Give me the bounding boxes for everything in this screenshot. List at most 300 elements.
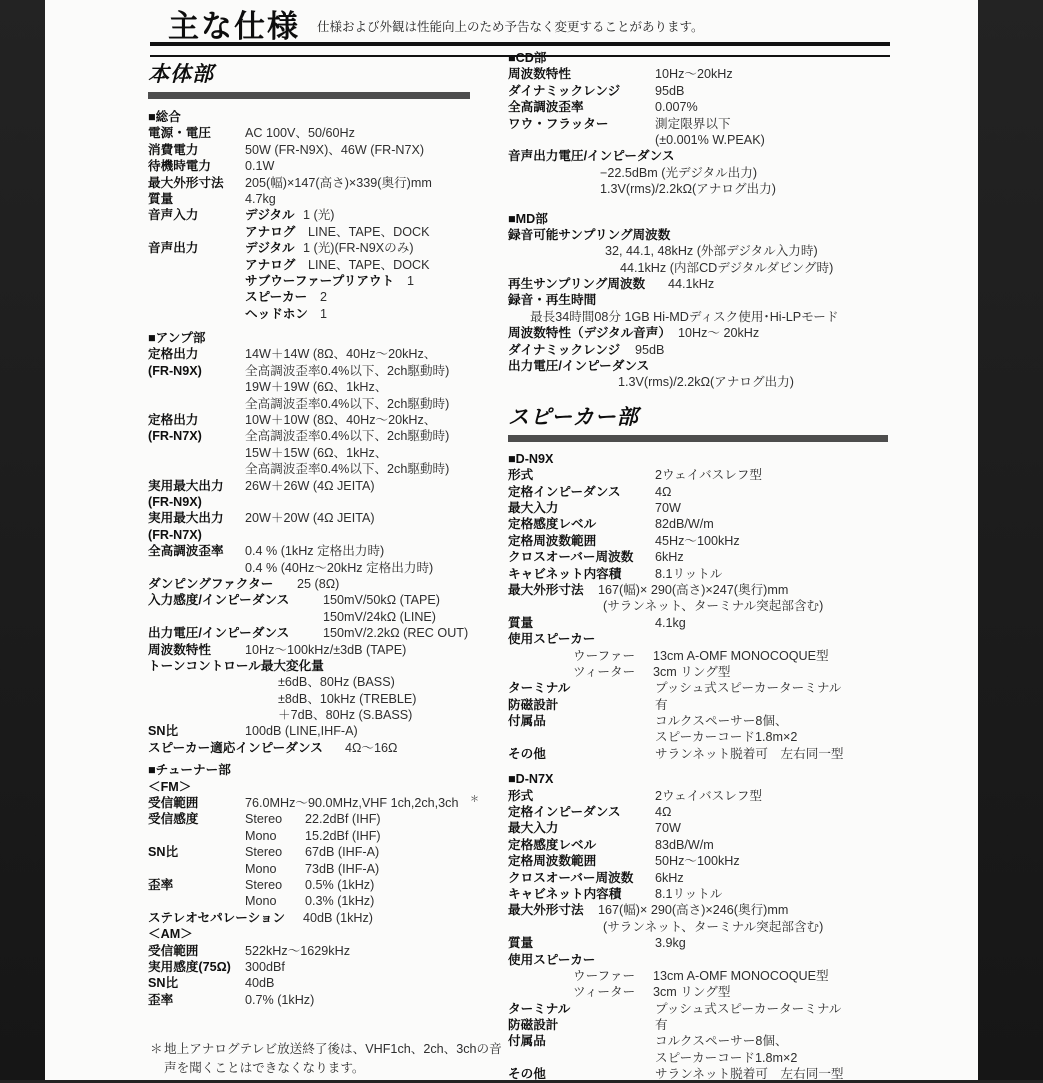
- spec-row: [508, 83, 903, 99]
- spec-row: [508, 902, 903, 918]
- spec-row: [148, 142, 498, 158]
- spec-row: [148, 959, 498, 975]
- spec-row: [508, 919, 903, 935]
- spec-value: 有: [655, 1018, 668, 1033]
- spec-label: 全高調波歪率: [508, 100, 584, 115]
- spec-row: [148, 779, 498, 795]
- spec-value: 82dB/W/m: [655, 517, 714, 532]
- spec-value: 44.1kHz (内部CDデジタルダビング時): [620, 260, 834, 275]
- spec-row: [148, 975, 498, 991]
- spec-value: −22.5dBm (光デジタル出力): [600, 165, 758, 180]
- spec-value: 4.1kg: [655, 615, 686, 630]
- spec-row: [148, 625, 498, 641]
- spec-label: 実用感度(75Ω): [148, 959, 231, 974]
- spec-row: [508, 566, 903, 582]
- spec-row: [508, 358, 903, 374]
- spec-label: 定格周波数範囲: [508, 854, 597, 869]
- spec-row: [508, 342, 903, 358]
- spec-value: ウーファー: [573, 648, 636, 663]
- spec-row: [508, 50, 903, 66]
- spec-row: [148, 691, 498, 707]
- spec-row: [148, 273, 498, 289]
- spec-label: クロスオーバー周波数: [508, 870, 634, 885]
- spec-value: コルクスペーサー8個、: [655, 1034, 788, 1049]
- spec-value: 8.1リットル: [655, 886, 723, 901]
- spec-row: [148, 306, 498, 322]
- spec-row: [508, 1001, 903, 1017]
- spec-label: 最大外形寸法: [148, 175, 224, 190]
- spec-value: ±8dB、10kHz (TREBLE): [278, 691, 417, 706]
- spec-section: [148, 762, 498, 1008]
- spec-value: プッシュ式スピーカーターミナル: [655, 681, 842, 696]
- spec-row: [148, 861, 498, 877]
- spec-value: 2ウェイバスレフ型: [655, 788, 762, 803]
- footnote-marker: ＊: [470, 794, 480, 805]
- spec-value: 150mV/24kΩ (LINE): [323, 609, 437, 624]
- spec-label: SN比: [148, 724, 179, 739]
- spec-row: [508, 549, 903, 565]
- spec-label: ワウ・フラッター: [508, 116, 609, 131]
- spec-value: LINE、TAPE、DOCK: [308, 257, 430, 272]
- spec-row: [148, 494, 498, 510]
- section-heading-label: スピーカー部: [508, 405, 639, 429]
- spec-value: 10Hz～100kHz/±3dB (TAPE): [245, 642, 407, 657]
- spec-value: 10W＋10W (8Ω、40Hz～20kHz、: [245, 413, 437, 428]
- spec-label: ダイナミックレンジ: [508, 83, 621, 98]
- spec-value: 300dBf: [245, 959, 285, 974]
- spec-label: 最大入力: [508, 500, 559, 515]
- spec-label: ＜FM＞: [148, 779, 192, 794]
- spec-label: 定格出力: [148, 347, 199, 362]
- spec-value: Stereo: [245, 845, 283, 860]
- spec-row: [508, 1066, 903, 1082]
- spec-row: [508, 582, 903, 598]
- spec-row: [148, 412, 498, 428]
- spec-value: 1: [320, 306, 328, 321]
- spec-value: 0.5% (1kHz): [305, 877, 375, 892]
- spec-value: 1 (光): [303, 208, 335, 223]
- spec-row: [508, 771, 903, 787]
- spec-value: 13cm A-OMF MONOCOQUE型: [653, 968, 829, 983]
- spec-value: LINE、TAPE、DOCK: [308, 224, 430, 239]
- spec-row: [148, 396, 498, 412]
- spec-value: 3.9kg: [655, 936, 686, 951]
- spec-label: ターミナル: [508, 681, 571, 696]
- spec-label: ＜AM＞: [148, 927, 193, 942]
- spec-row: [148, 363, 498, 379]
- spec-value: スピーカーコード1.8m×2: [655, 730, 798, 745]
- spec-page: [45, 0, 978, 1080]
- spec-value: 全高調波歪率0.4%以下、2ch駆動時): [245, 429, 450, 444]
- spec-section: [508, 50, 903, 198]
- spec-value: Mono: [245, 861, 277, 876]
- spec-value: 40dB: [245, 976, 275, 991]
- spec-value: 67dB (IHF-A): [305, 845, 380, 860]
- spec-label: 定格インピーダンス: [508, 805, 621, 820]
- spec-value: 4.7kg: [245, 191, 276, 206]
- spec-value: 522kHz～1629kHz: [245, 943, 350, 958]
- page-title: 主な仕様: [168, 9, 300, 44]
- spec-label: 付属品: [508, 1034, 546, 1049]
- spec-value: 45Hz～100kHz: [655, 533, 740, 548]
- spec-row: [148, 723, 498, 739]
- spec-label: 定格出力: [148, 413, 199, 428]
- spec-label: 受信範囲: [148, 943, 199, 958]
- spec-label: ■MD部: [508, 211, 548, 226]
- spec-label: 形式: [508, 788, 534, 803]
- spec-row: [148, 844, 498, 860]
- spec-row: [508, 451, 903, 467]
- spec-row: [508, 935, 903, 951]
- spec-row: [508, 374, 903, 390]
- spec-section: [148, 330, 498, 756]
- spec-row: [508, 516, 903, 532]
- spec-label: 出力電圧/インピーダンス: [508, 359, 650, 374]
- spec-value: 1 (光)(FR-N9Xのみ): [303, 241, 414, 256]
- spec-row: [148, 1040, 502, 1059]
- spec-row: [148, 240, 498, 256]
- spec-label: 使用スピーカー: [508, 632, 596, 647]
- spec-value: 0.3% (1kHz): [305, 894, 375, 909]
- spec-value: 19W＋19W (6Ω、1kHz、: [245, 380, 388, 395]
- spec-label: (FR-N9X): [148, 363, 202, 378]
- spec-section: [148, 1040, 502, 1078]
- spec-label: ■D-N7X: [508, 772, 554, 787]
- spec-row: [508, 631, 903, 647]
- spec-label: 電源・電圧: [148, 126, 211, 141]
- spec-value: 22.2dBf (IHF): [305, 812, 381, 827]
- spec-value: サランネット脱着可 左右同一型: [655, 1067, 844, 1082]
- spec-label: トーンコントロール最大変化量: [148, 658, 324, 673]
- spec-row: [148, 795, 498, 811]
- spec-label: 最大外形寸法: [508, 903, 584, 918]
- page-subtitle: 仕様および外観は性能向上のため予告なく変更することがあります。: [317, 20, 704, 34]
- spec-row: [148, 592, 498, 608]
- spec-value: 地上アナログテレビ放送終了後は、VHF1ch、2ch、3chの音: [164, 1042, 502, 1057]
- spec-value: ＋7dB、80Hz (S.BASS): [278, 708, 413, 723]
- spec-row: [148, 740, 498, 756]
- spec-row: [508, 820, 903, 836]
- spec-label: 付属品: [508, 714, 546, 729]
- spec-row: [508, 66, 903, 82]
- spec-value: 4Ω: [655, 805, 672, 820]
- spec-value: AC 100V、50/60Hz: [245, 126, 355, 141]
- spec-row: [508, 116, 903, 132]
- spec-label: キャビネット内容積: [508, 566, 622, 581]
- spec-label: ターミナル: [508, 1001, 571, 1016]
- spec-row: [508, 984, 903, 1000]
- spec-value: 100dB (LINE,IHF-A): [245, 724, 358, 739]
- spec-value: 25 (8Ω): [297, 576, 340, 591]
- spec-row: [508, 697, 903, 713]
- spec-label: 出力電圧/インピーダンス: [148, 626, 290, 641]
- spec-label: SN比: [148, 845, 179, 860]
- spec-label: その他: [508, 1067, 546, 1082]
- spec-label: 歪率: [148, 877, 174, 892]
- spec-value: プッシュ式スピーカーターミナル: [655, 1001, 842, 1016]
- spec-label: 歪率: [148, 992, 174, 1007]
- spec-row: [148, 658, 498, 674]
- spec-row: [508, 292, 903, 308]
- spec-value: ウーファー: [573, 968, 636, 983]
- spec-value: 6kHz: [655, 870, 684, 885]
- spec-label: 音声出力: [148, 241, 199, 256]
- spec-section: [508, 211, 903, 391]
- spec-label: 使用スピーカー: [508, 952, 596, 967]
- spec-value: 70W: [655, 500, 681, 515]
- spec-row: [148, 257, 498, 273]
- spec-label: 最大外形寸法: [508, 582, 584, 597]
- spec-label: ■総合: [148, 110, 181, 124]
- spec-row: [148, 910, 498, 926]
- spec-row: [148, 893, 498, 909]
- spec-label: 最大入力: [508, 821, 559, 836]
- spec-row: [508, 870, 903, 886]
- spec-row: [148, 543, 498, 559]
- spec-label: ダンピングファクター: [148, 576, 274, 591]
- spec-label: 周波数特性: [508, 67, 571, 82]
- spec-label: 実用最大出力: [148, 478, 224, 493]
- spec-label: デジタル: [245, 208, 295, 223]
- spec-value: 40dB (1kHz): [303, 910, 373, 925]
- spec-row: [508, 243, 903, 259]
- spec-label: デジタル: [245, 241, 295, 256]
- spec-value: 2: [320, 290, 328, 305]
- spec-row: [148, 560, 498, 576]
- spec-value: 1.3V(rms)/2.2kΩ(アナログ出力): [600, 182, 776, 197]
- spec-value: 3cm リング型: [653, 985, 731, 1000]
- section-heading-label: 本体部: [148, 63, 214, 86]
- spec-value: 76.0MHz～90.0MHz,VHF 1ch,2ch,3ch: [245, 796, 459, 811]
- spec-row: [148, 707, 498, 723]
- spec-row: [148, 762, 498, 778]
- spec-row: [148, 158, 498, 174]
- spec-row: [508, 181, 903, 197]
- spec-value: 全高調波歪率0.4%以下、2ch駆動時): [245, 396, 450, 411]
- spec-label: 録音・再生時間: [508, 293, 597, 308]
- spec-value: 10Hz～ 20kHz: [678, 326, 760, 341]
- spec-label: 音声入力: [148, 208, 199, 223]
- spec-row: [148, 125, 498, 141]
- right-column: [508, 0, 903, 1083]
- spec-value: 4Ω: [655, 484, 672, 499]
- spec-row: [508, 484, 903, 500]
- section-heading: [148, 58, 498, 99]
- spec-row: [148, 191, 498, 207]
- spec-label: ■CD部: [508, 51, 547, 65]
- spec-value: Stereo: [245, 812, 283, 827]
- spec-row: [148, 289, 498, 305]
- spec-value: 声を聞くことはできなくなります。: [164, 1061, 365, 1076]
- spec-row: [508, 729, 903, 745]
- spec-value: 6kHz: [655, 550, 684, 565]
- spec-value: 0.4 % (1kHz 定格出力時): [245, 544, 385, 559]
- spec-row: [508, 132, 903, 148]
- spec-value: ±6dB、80Hz (BASS): [278, 675, 395, 690]
- spec-row: [148, 445, 498, 461]
- spec-label: 全高調波歪率: [148, 544, 224, 559]
- spec-row: [508, 648, 903, 664]
- spec-value: コルクスペーサー8個、: [655, 714, 788, 729]
- spec-value: 10Hz～20kHz: [655, 67, 733, 82]
- spec-label: ■チューナー部: [148, 763, 231, 778]
- spec-label: アナログ: [245, 224, 296, 239]
- spec-value: ツィーター: [573, 664, 636, 679]
- spec-row: [508, 713, 903, 729]
- spec-row: [508, 968, 903, 984]
- spec-row: [508, 680, 903, 696]
- spec-value: 0.7% (1kHz): [245, 992, 315, 1007]
- spec-value: 1.3V(rms)/2.2kΩ(アナログ出力): [618, 375, 794, 390]
- spec-value: 1: [407, 273, 415, 288]
- spec-label: 防磁設計: [508, 1018, 559, 1033]
- spec-section: [508, 771, 903, 1082]
- spec-row: [148, 877, 498, 893]
- spec-row: [148, 811, 498, 827]
- spec-row: [508, 853, 903, 869]
- spec-value: 150mV/50kΩ (TAPE): [323, 593, 440, 608]
- spec-row: [148, 527, 498, 543]
- spec-label: 質量: [508, 936, 534, 951]
- spec-value: 0.1W: [245, 159, 275, 174]
- spec-row: [508, 148, 903, 164]
- spec-row: [148, 379, 498, 395]
- spec-row: [148, 207, 498, 223]
- spec-label: 再生サンプリング周波数: [508, 277, 646, 292]
- spec-row: [148, 674, 498, 690]
- spec-label: 形式: [508, 468, 534, 483]
- spec-value: 4Ω～16Ω: [345, 740, 398, 755]
- spec-label: SN比: [148, 976, 179, 991]
- spec-value: 44.1kHz: [668, 277, 715, 292]
- spec-value: 205(幅)×147(高さ)×339(奥行)mm: [245, 175, 432, 190]
- spec-row: [148, 609, 498, 625]
- spec-row: [508, 746, 903, 762]
- spec-row: [148, 461, 498, 477]
- spec-row: [148, 346, 498, 362]
- spec-value: 有: [655, 697, 668, 712]
- spec-label: 質量: [508, 615, 534, 630]
- spec-value: 全高調波歪率0.4%以下、2ch駆動時): [245, 363, 450, 378]
- spec-row: [508, 325, 903, 341]
- spec-value: 167(幅)× 290(高さ)×247(奥行)mm: [598, 582, 789, 597]
- spec-value: 15W＋15W (6Ω、1kHz、: [245, 445, 388, 460]
- spec-label: 周波数特性（デジタル音声）: [508, 326, 671, 341]
- spec-label: その他: [508, 746, 546, 761]
- spec-row: [148, 926, 498, 942]
- spec-label: ステレオセパレーション: [148, 910, 286, 925]
- spec-value: Mono: [245, 894, 277, 909]
- spec-label: 定格感度レベル: [508, 837, 597, 852]
- spec-label: アナログ: [245, 257, 296, 272]
- spec-label: 質量: [148, 191, 174, 206]
- spec-value: 0.007%: [655, 100, 698, 115]
- spec-row: [148, 828, 498, 844]
- spec-label: 定格感度レベル: [508, 517, 597, 532]
- spec-row: [508, 788, 903, 804]
- spec-value: 2ウェイバスレフ型: [655, 468, 762, 483]
- spec-value: 0.4 % (40Hz～20kHz 定格出力時): [245, 560, 434, 575]
- spec-value: 73dB (IHF-A): [305, 861, 380, 876]
- section-heading: [508, 401, 903, 442]
- spec-row: [508, 598, 903, 614]
- spec-label: ■アンプ部: [148, 331, 206, 346]
- spec-value: 14W＋14W (8Ω、40Hz～20kHz、: [245, 347, 437, 362]
- spec-value: ＊: [150, 1042, 163, 1057]
- spec-value: 70W: [655, 821, 681, 836]
- spec-value: 150mV/2.2kΩ (REC OUT): [323, 626, 469, 641]
- spec-value: 13cm A-OMF MONOCOQUE型: [653, 648, 829, 663]
- spec-label: 録音可能サンプリング周波数: [508, 227, 671, 242]
- spec-row: [148, 642, 498, 658]
- spec-value: 8.1リットル: [655, 566, 723, 581]
- spec-row: [508, 165, 903, 181]
- spec-row: [148, 943, 498, 959]
- spec-row: [508, 615, 903, 631]
- spec-label: 定格周波数範囲: [508, 533, 597, 548]
- spec-row: [148, 330, 498, 346]
- spec-label: 音声出力電圧/インピーダンス: [508, 149, 675, 164]
- spec-row: [508, 99, 903, 115]
- spec-value: 50Hz～100kHz: [655, 854, 740, 869]
- spec-label: 周波数特性: [148, 642, 211, 657]
- spec-row: [148, 992, 498, 1008]
- spec-label: 入力感度/インピーダンス: [148, 593, 290, 608]
- spec-value: (サランネット、ターミナル突起部含む): [603, 599, 824, 614]
- spec-row: [508, 227, 903, 243]
- spec-row: [508, 1017, 903, 1033]
- spec-row: [508, 837, 903, 853]
- spec-label: 受信範囲: [148, 796, 199, 811]
- spec-label: キャビネット内容積: [508, 886, 622, 901]
- spec-row: [148, 175, 498, 191]
- spec-row: [148, 478, 498, 494]
- spec-label: スピーカー適応インピーダンス: [148, 740, 323, 755]
- spec-label: 待機時電力: [148, 159, 211, 174]
- spec-value: Stereo: [245, 877, 283, 892]
- spec-value: 167(幅)× 290(高さ)×246(奥行)mm: [598, 903, 789, 918]
- spec-label: (FR-N7X): [148, 429, 202, 444]
- spec-value: 3cm リング型: [653, 664, 731, 679]
- spec-value: 32, 44.1, 48kHz (外部デジタル入力時): [605, 244, 818, 259]
- spec-label: 定格インピーダンス: [508, 484, 621, 499]
- spec-row: [508, 952, 903, 968]
- spec-label: クロスオーバー周波数: [508, 550, 634, 565]
- spec-label: 実用最大出力: [148, 511, 224, 526]
- spec-value: サランネット脱着可 左右同一型: [655, 746, 844, 761]
- spec-section: [508, 451, 903, 762]
- spec-row: [508, 1050, 903, 1066]
- spec-value: 95dB: [655, 83, 685, 98]
- section-heading-bar: [148, 92, 470, 99]
- spec-label: スピーカー: [245, 290, 308, 305]
- spec-value: スピーカーコード1.8m×2: [655, 1050, 798, 1065]
- spec-label: ダイナミックレンジ: [508, 342, 621, 357]
- spec-value: 50W (FR-N9X)、46W (FR-N7X): [245, 142, 425, 157]
- spec-value: 95dB: [635, 342, 665, 357]
- spec-value: 全高調波歪率0.4%以下、2ch駆動時): [245, 462, 450, 477]
- spec-row: [508, 1033, 903, 1049]
- spec-row: [508, 664, 903, 680]
- spec-row: [148, 576, 498, 592]
- spec-row: [508, 886, 903, 902]
- spec-section: [148, 109, 498, 322]
- spec-label: サブウーファープリアウト: [245, 273, 395, 288]
- spec-row: [508, 533, 903, 549]
- spec-value: Mono: [245, 828, 277, 843]
- spec-value: 最長34時間08分 1GB Hi-MDディスク使用･Hi-LPモード: [530, 309, 839, 324]
- spec-label: ヘッドホン: [245, 306, 308, 321]
